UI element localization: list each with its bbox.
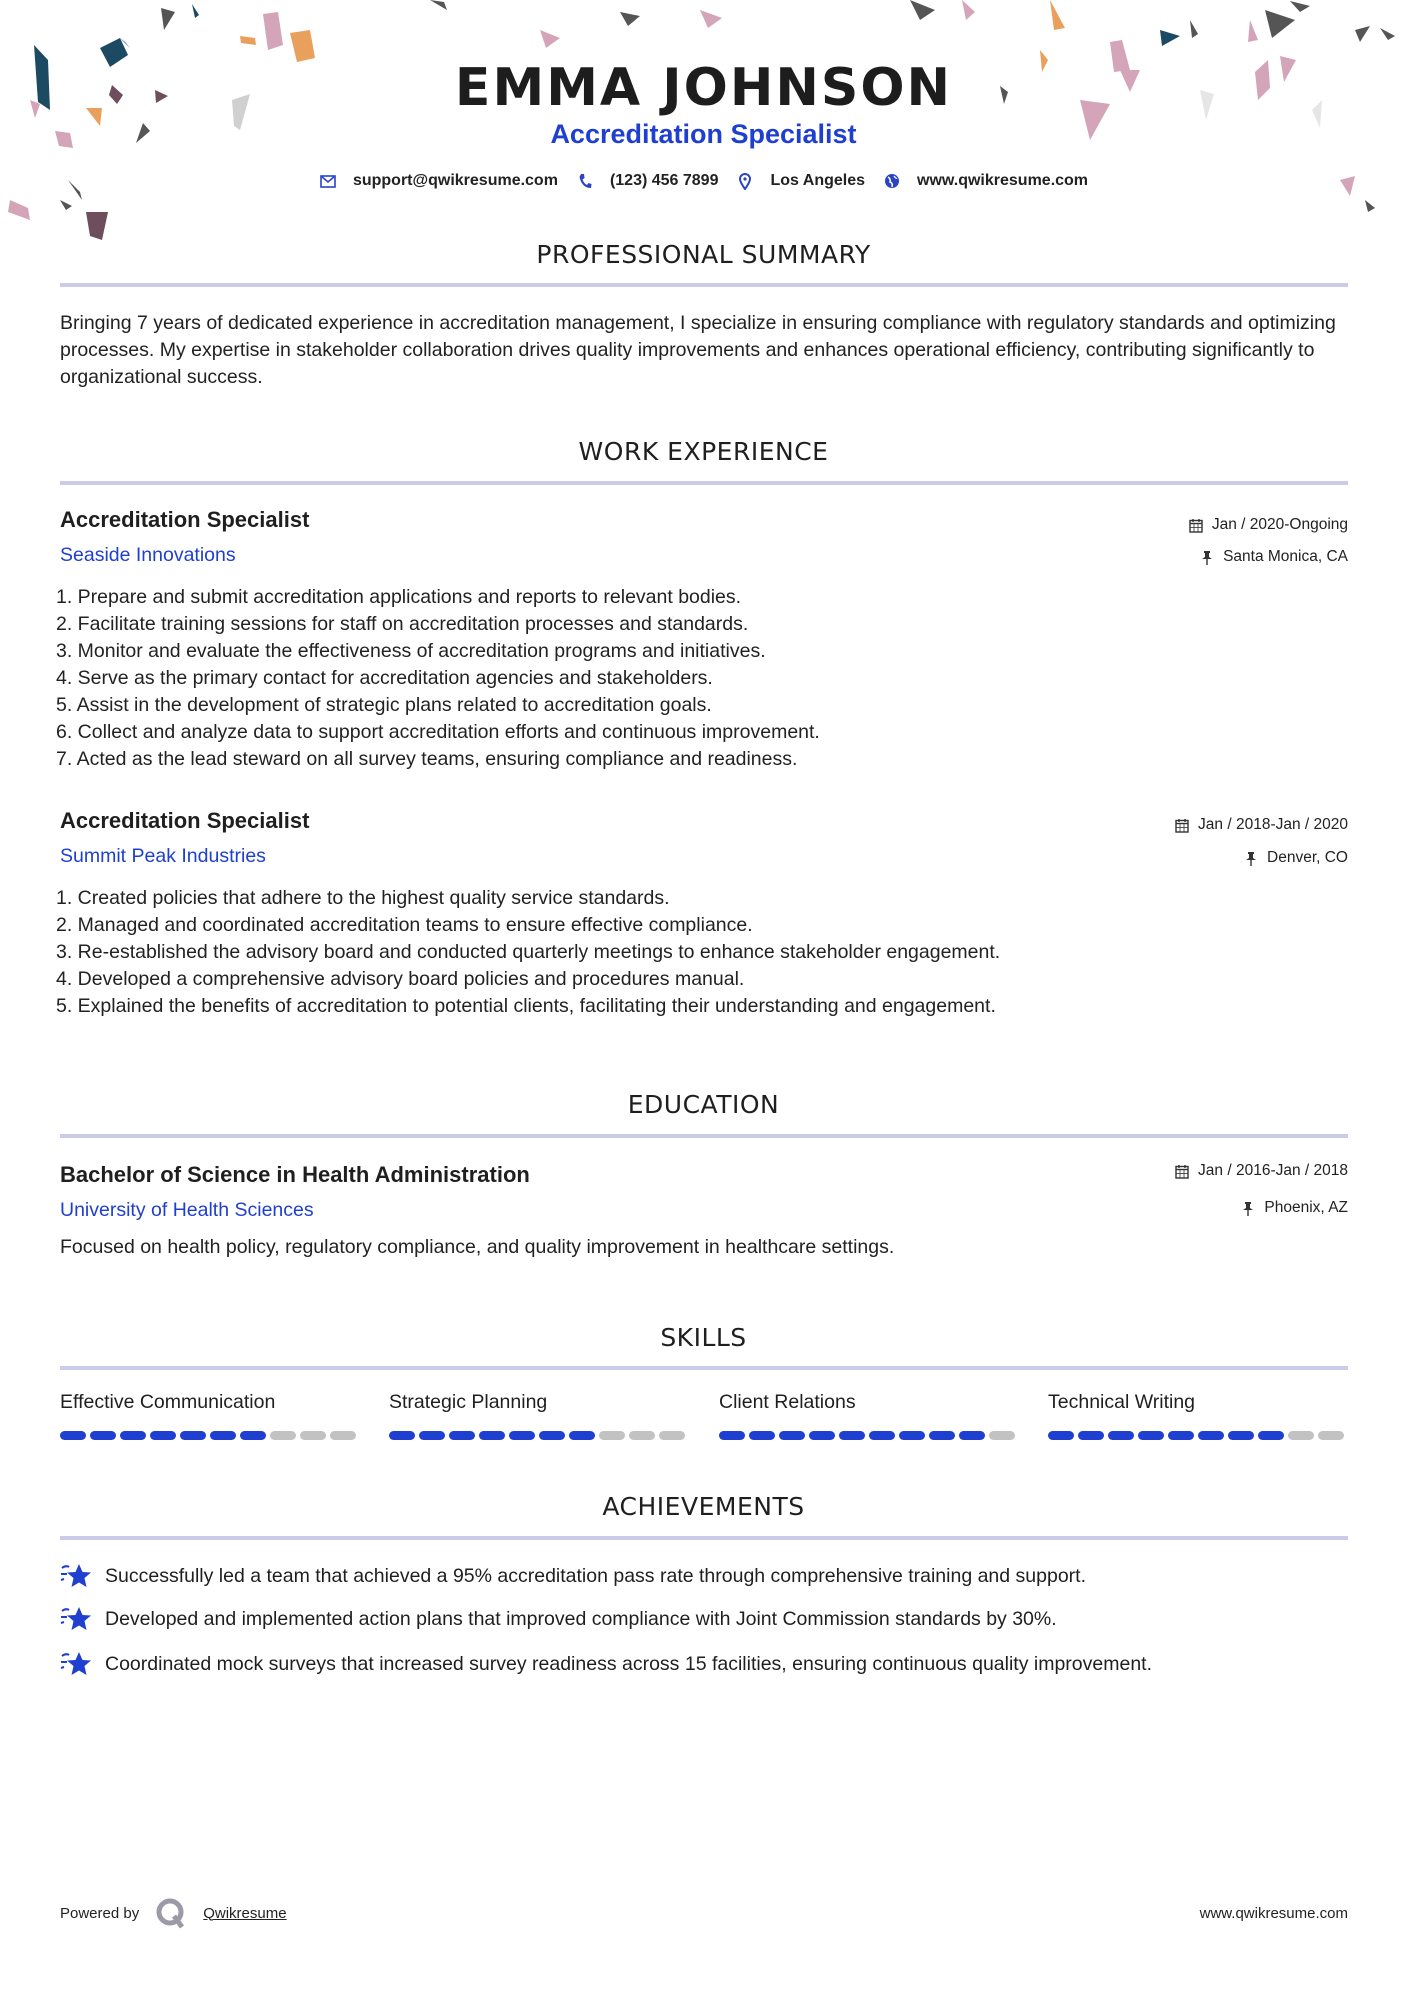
list-item: 7. Acted as the lead steward on all survey teams, ensuring compliance and readiness. bbox=[56, 748, 798, 770]
list-item: 2. Facilitate training sessions for staff on accreditation processes and standards. bbox=[56, 613, 749, 635]
skill-segment-filled bbox=[509, 1431, 535, 1440]
skill-segment-filled bbox=[719, 1431, 745, 1440]
star-icon bbox=[60, 1650, 92, 1678]
skill-item bbox=[389, 1391, 689, 1440]
skill-name: Client Relations bbox=[719, 1391, 856, 1413]
footer-powered-by bbox=[60, 1897, 287, 1929]
contact-email-text: support@qwikresume.com bbox=[352, 172, 558, 189]
job-title: Accreditation Specialist bbox=[60, 507, 310, 532]
pushpin-icon bbox=[1240, 1200, 1256, 1216]
pushpin-icon bbox=[1243, 850, 1259, 866]
contact-phone-text: (123) 456 7899 bbox=[609, 172, 719, 189]
skill-segment-empty bbox=[300, 1431, 326, 1440]
skill-segment-filled bbox=[449, 1431, 475, 1440]
job-bullets bbox=[56, 584, 820, 773]
skill-segment-empty bbox=[599, 1431, 625, 1440]
achievement-item bbox=[60, 1562, 1086, 1590]
skill-item bbox=[60, 1391, 360, 1440]
map-pin-icon bbox=[736, 172, 754, 190]
education-location bbox=[1240, 1199, 1348, 1217]
job-location-text: Santa Monica, CA bbox=[1223, 548, 1348, 565]
skill-segment-filled bbox=[899, 1431, 925, 1440]
skill-segment-filled bbox=[869, 1431, 895, 1440]
skill-item bbox=[1048, 1391, 1348, 1440]
skill-segment-filled bbox=[839, 1431, 865, 1440]
candidate-title: Accreditation Specialist bbox=[550, 119, 857, 149]
skill-name: Effective Communication bbox=[60, 1391, 276, 1413]
skill-segment-empty bbox=[629, 1431, 655, 1440]
job-dates-text: Jan / 2020-Ongoing bbox=[1211, 516, 1348, 533]
skill-segment-filled bbox=[150, 1431, 176, 1440]
education-description: Focused on health policy, regulatory compliance, and quality improvement in healthcare settings. bbox=[60, 1236, 895, 1258]
skill-segment-filled bbox=[120, 1431, 146, 1440]
skill-segment-filled bbox=[1198, 1431, 1224, 1440]
list-item: 5. Assist in the development of strategic plans related to accreditation goals. bbox=[56, 694, 712, 716]
contact-website-text: www.qwikresume.com bbox=[917, 172, 1089, 189]
candidate-name: EMMA JOHNSON bbox=[454, 58, 953, 118]
job-dates bbox=[1188, 516, 1348, 534]
skill-segment-filled bbox=[389, 1431, 415, 1440]
star-icon bbox=[60, 1605, 92, 1633]
list-item: 5. Explained the benefits of accreditation to potential clients, facilitating their understanding and engagement. bbox=[56, 995, 996, 1017]
calendar-icon bbox=[1188, 517, 1204, 533]
skill-segment-filled bbox=[1048, 1431, 1074, 1440]
skill-segment-filled bbox=[929, 1431, 955, 1440]
education-school: University of Health Sciences bbox=[60, 1199, 314, 1221]
contact-email[interactable] bbox=[319, 172, 558, 190]
globe-icon bbox=[883, 172, 901, 190]
powered-by-label: Powered by bbox=[60, 1904, 140, 1922]
job-company: Summit Peak Industries bbox=[60, 845, 266, 867]
section-title-education: EDUCATION bbox=[627, 1090, 780, 1119]
education-dates-text: Jan / 2016-Jan / 2018 bbox=[1198, 1162, 1348, 1179]
education-dates bbox=[1174, 1162, 1348, 1180]
job-dates bbox=[1174, 816, 1348, 834]
list-item: 2. Managed and coordinated accreditation teams to ensure effective compliance. bbox=[56, 914, 753, 936]
summary-text: Bringing 7 years of dedicated experience in accreditation management, I specialize in ensuring compliance with regulatory standards and optimizing processes. My expertise in stakeholder collaboration drives quality improvements and enhances operational efficiency, contributing significantly to organizational success. bbox=[60, 312, 1336, 388]
list-item: 4. Serve as the primary contact for accreditation agencies and stakeholders. bbox=[56, 667, 713, 689]
skill-segment-filled bbox=[779, 1431, 805, 1440]
skill-segment-filled bbox=[60, 1431, 86, 1440]
job-location bbox=[1199, 548, 1348, 566]
skill-segment-filled bbox=[180, 1431, 206, 1440]
job-location-text: Denver, CO bbox=[1267, 849, 1348, 866]
skill-segment-filled bbox=[1138, 1431, 1164, 1440]
job-company: Seaside Innovations bbox=[60, 544, 236, 566]
job-dates-text: Jan / 2018-Jan / 2020 bbox=[1198, 816, 1348, 833]
skill-segment-empty bbox=[270, 1431, 296, 1440]
skill-item bbox=[719, 1391, 1019, 1440]
skill-rating-bar bbox=[719, 1431, 1019, 1440]
contact-phone[interactable] bbox=[576, 172, 719, 190]
skill-segment-filled bbox=[959, 1431, 985, 1440]
skill-segment-filled bbox=[569, 1431, 595, 1440]
skill-segment-filled bbox=[809, 1431, 835, 1440]
skill-segment-filled bbox=[1258, 1431, 1284, 1440]
contact-location-text: Los Angeles bbox=[770, 172, 866, 189]
pushpin-icon bbox=[1199, 549, 1215, 565]
achievement-text: Developed and implemented action plans that improved compliance with Joint Commission standards by 30%. bbox=[105, 1607, 1057, 1630]
education-location-text: Phoenix, AZ bbox=[1264, 1199, 1348, 1216]
contact-location bbox=[736, 172, 865, 190]
achievement-item bbox=[60, 1650, 1152, 1678]
section-divider bbox=[60, 1536, 1348, 1540]
phone-icon bbox=[576, 172, 594, 190]
calendar-icon bbox=[1174, 817, 1190, 833]
skill-name: Technical Writing bbox=[1048, 1391, 1196, 1413]
section-divider bbox=[60, 481, 1348, 485]
section-title-experience: WORK EXPERIENCE bbox=[578, 437, 829, 466]
skill-segment-filled bbox=[90, 1431, 116, 1440]
skill-segment-filled bbox=[210, 1431, 236, 1440]
list-item: 1. Prepare and submit accreditation applications and reports to relevant bodies. bbox=[56, 586, 742, 608]
qwikresume-link[interactable]: Qwikresume bbox=[203, 1904, 287, 1922]
section-title-achievements: ACHIEVEMENTS bbox=[602, 1492, 805, 1521]
list-item: 3. Re-established the advisory board and conducted quarterly meetings to enhance stakeholder engagement. bbox=[56, 941, 1001, 963]
skill-segment-filled bbox=[1078, 1431, 1104, 1440]
skill-segment-empty bbox=[659, 1431, 685, 1440]
contact-website[interactable] bbox=[883, 172, 1088, 190]
achievement-text: Coordinated mock surveys that increased survey readiness across 15 facilities, ensuring continuous quality improvement. bbox=[105, 1652, 1153, 1675]
contact-bar bbox=[0, 172, 1407, 190]
list-item: 3. Monitor and evaluate the effectiveness of accreditation programs and initiatives. bbox=[56, 640, 766, 662]
job-bullets bbox=[56, 885, 1000, 1020]
skill-rating-bar bbox=[60, 1431, 360, 1440]
section-divider bbox=[60, 1134, 1348, 1138]
education-degree: Bachelor of Science in Health Administration bbox=[60, 1162, 530, 1187]
skill-rating-bar bbox=[389, 1431, 689, 1440]
footer-website[interactable]: www.qwikresume.com bbox=[1199, 1905, 1348, 1922]
skill-segment-filled bbox=[479, 1431, 505, 1440]
section-title-summary: PROFESSIONAL SUMMARY bbox=[536, 240, 871, 269]
skill-segment-filled bbox=[419, 1431, 445, 1440]
envelope-icon bbox=[319, 172, 337, 190]
skill-segment-empty bbox=[1318, 1431, 1344, 1440]
list-item: 4. Developed a comprehensive advisory board policies and procedures manual. bbox=[56, 968, 745, 990]
achievement-text: Successfully led a team that achieved a 95% accreditation pass rate through comprehensive training and support. bbox=[105, 1564, 1086, 1587]
list-item: 6. Collect and analyze data to support accreditation efforts and continuous improvement. bbox=[56, 721, 820, 743]
skill-segment-filled bbox=[749, 1431, 775, 1440]
skill-segment-filled bbox=[1168, 1431, 1194, 1440]
skill-segment-filled bbox=[240, 1431, 266, 1440]
skill-segment-empty bbox=[330, 1431, 356, 1440]
section-title-skills: SKILLS bbox=[660, 1323, 747, 1352]
calendar-icon bbox=[1174, 1163, 1190, 1179]
skill-segment-empty bbox=[1288, 1431, 1314, 1440]
achievement-item bbox=[60, 1605, 1057, 1633]
skill-segment-filled bbox=[539, 1431, 565, 1440]
skill-segment-filled bbox=[1228, 1431, 1254, 1440]
job-title: Accreditation Specialist bbox=[60, 808, 310, 833]
job-location bbox=[1243, 849, 1348, 867]
qwikresume-logo-icon bbox=[155, 1897, 187, 1929]
skill-rating-bar bbox=[1048, 1431, 1348, 1440]
list-item: 1. Created policies that adhere to the highest quality service standards. bbox=[56, 887, 670, 909]
section-divider bbox=[60, 283, 1348, 287]
star-icon bbox=[60, 1562, 92, 1590]
skill-name: Strategic Planning bbox=[389, 1391, 548, 1413]
section-divider bbox=[60, 1366, 1348, 1370]
skill-segment-filled bbox=[1108, 1431, 1134, 1440]
skill-segment-empty bbox=[989, 1431, 1015, 1440]
